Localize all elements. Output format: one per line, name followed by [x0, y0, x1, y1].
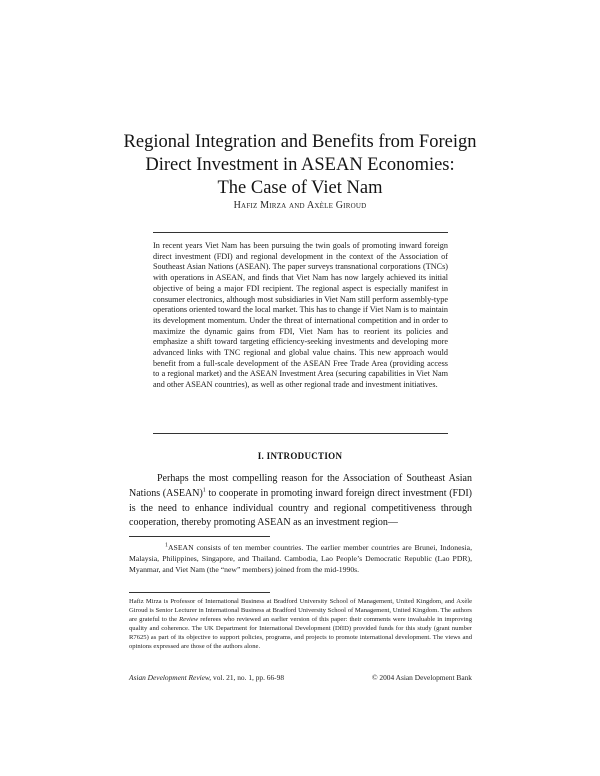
footnote: [129, 542, 472, 575]
author-names: Hafiz Mirza and Axèle Giroud: [233, 200, 367, 211]
title-line-2: Direct Investment in ASEAN Economies:: [145, 155, 455, 175]
abstract-text: In recent years Viet Nam has been pursuing the twin goals of promoting inward foreign direct investment (FDI) and regional development in the context of the Association of Southeast Asian Nations (ASEAN). The paper surveys transnational corporations (TNCs) with operations in ASEAN, and finds that Viet Nam has now largely achieved its initial objective of being a major FDI recipient. The regional aspect is especially manifest in consumer electronics, although most subsidiaries in Viet Nam still perform assembly-type operations oriented toward the local market. This has to change if Viet Nam is to maintain its development momentum. Under the threat of international competition and in order to maximize the dynamic gains from FDI, Viet Nam has to reorient its policies and emphasize a shift toward targeting efficiency-seeking investments and developing more advanced links with TNC regional and global value chains. This new approach would benefit from a full-scale development of the ASEAN Free Trade Area (providing access to a regional market) and the ASEAN Investment Area (securing capabilities in Viet Nam and other ASEAN countries), as well as other regional trade and investment initiatives.: [153, 241, 448, 390]
intro-text-start: Perhaps the most compelling reason for the Association of Southeast Asian Nations (ASEAN): [129, 473, 472, 499]
footnote-marker: 1: [165, 542, 168, 549]
footnote-reference: 1: [202, 487, 206, 494]
journal-volume: vol. 21, no. 1, pp. 66-98: [211, 673, 285, 682]
section-heading: I. INTRODUCTION: [257, 451, 343, 461]
affiliation-text-start: Hafiz Mirza is Professor of International Business at Bradford University School of Management, United Kingdom, and Axèle Giroud is Senior Lecturer in International Business at Bradford University School of Management, United Kingdom. The authors are grateful to the: [129, 598, 472, 623]
affiliation-rule: [129, 592, 270, 593]
footnote-text: ASEAN consists of ten member countries. The earlier member countries are Brunei, Indonesia, Malaysia, Philippines, Singapore, and Thailand. Cambodia, Lao People’s Democratic Republic (Lao PDR), Myanmar, and Viet Nam (the “new” members) joined from the mid-1990s.: [129, 543, 472, 574]
author-affiliation-note: [129, 598, 472, 651]
affiliation-text-end: referees who reviewed an earlier version of this paper: their comments were invaluable in improving quality and coherence. The UK Department for International Development (DfID) provided funds for this study (grant number R7625) as part of its objective to support policies, programs, and projects to promote international development. The views and opinions expressed are those of the authors alone.: [129, 615, 472, 650]
abstract-bottom-rule: [153, 433, 448, 434]
affiliation-review-word: Review: [179, 615, 199, 623]
intro-paragraph: [129, 472, 472, 531]
title-line-1: Regional Integration and Benefits from Foreign: [123, 132, 477, 152]
title-line-3: The Case of Viet Nam: [217, 178, 383, 198]
abstract-top-rule: [153, 232, 448, 233]
journal-name: Asian Development Review,: [129, 673, 212, 682]
copyright-notice: © 2004 Asian Development Bank: [371, 673, 472, 682]
footnote-rule: [129, 536, 270, 537]
intro-text-end: to cooperate in promoting inward foreign direct investment (FDI) is the need to enhance individual country and regional competitiveness through cooperation, thereby promoting ASEAN as an investment region—: [129, 487, 472, 529]
journal-citation: [129, 673, 284, 682]
paper-title: [100, 131, 500, 200]
